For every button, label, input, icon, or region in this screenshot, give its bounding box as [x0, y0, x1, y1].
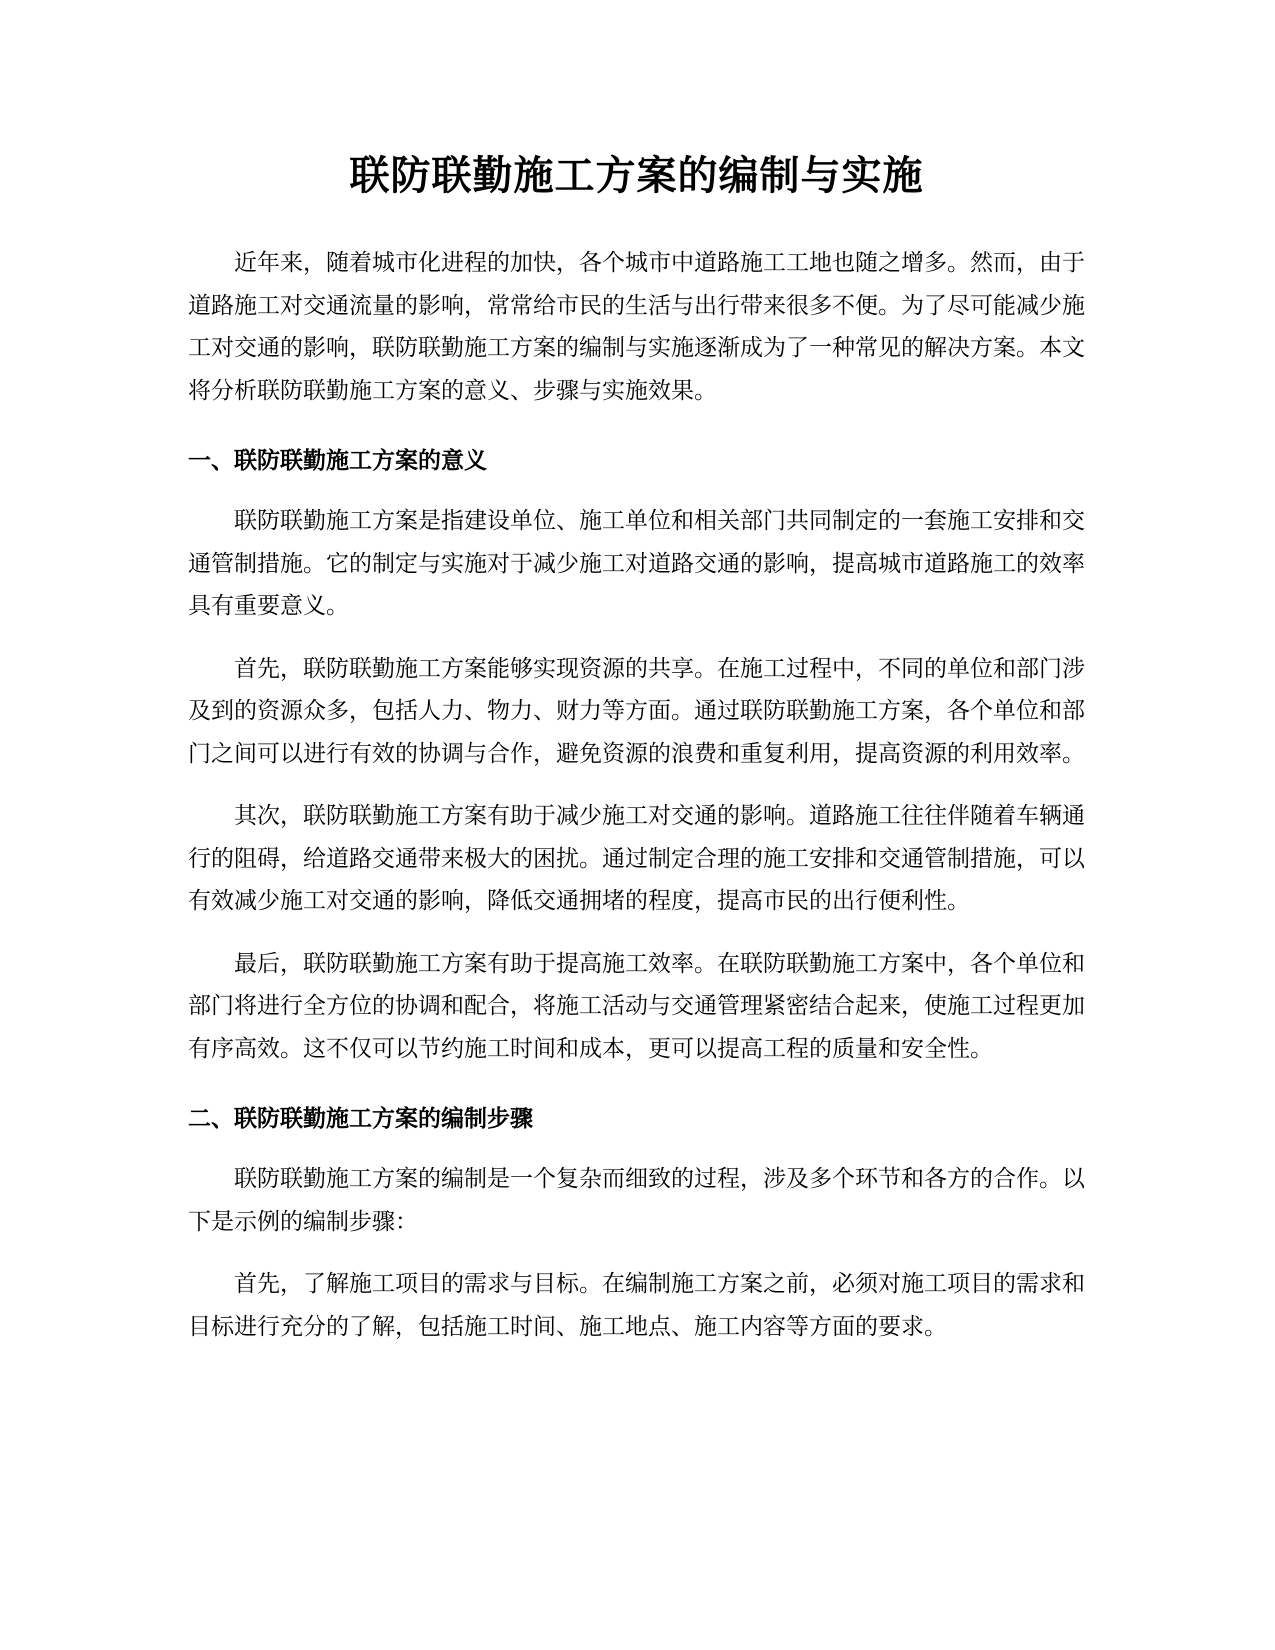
- section-1-paragraph-1: 联防联勤施工方案是指建设单位、施工单位和相关部门共同制定的一套施工安排和交通管制措施。它的制定与实施对于减少施工对道路交通的影响，提高城市道路施工的效率具有重要意义。: [188, 508, 1085, 619]
- section-1-heading: 一、联防联勤施工方案的意义: [188, 448, 487, 474]
- section-2-paragraph-1: 联防联勤施工方案的编制是一个复杂而细致的过程，涉及多个环节和各方的合作。以下是示例的编制步骤：: [188, 1166, 1085, 1235]
- section-1-paragraph-3: 其次，联防联勤施工方案有助于减少施工对交通的影响。道路施工往往伴随着车辆通行的阻碍，给道路交通带来极大的困扰。通过制定合理的施工安排和交通管制措施，可以有效减少施工对交通的影响，降低交通拥堵的程度，提高市民的出行便利性。: [188, 803, 1085, 914]
- intro-paragraph: 近年来，随着城市化进程的加快，各个城市中道路施工工地也随之增多。然而，由于道路施工对交通流量的影响，常常给市民的生活与出行带来很多不便。为了尽可能减少施工对交通的影响，联防联勤施工方案的编制与实施逐渐成为了一种常见的解决方案。本文将分析联防联勤施工方案的意义、步骤与实施效果。: [188, 250, 1085, 404]
- section-1-paragraph-2: 首先，联防联勤施工方案能够实现资源的共享。在施工过程中，不同的单位和部门涉及到的资源众多，包括人力、物力、财力等方面。通过联防联勤施工方案，各个单位和部门之间可以进行有效的协调与合作，避免资源的浪费和重复利用，提高资源的利用效率。: [188, 655, 1085, 767]
- document-title: 联防联勤施工方案的编制与实施: [349, 153, 924, 199]
- section-2-heading: 二、联防联勤施工方案的编制步骤: [188, 1106, 533, 1132]
- section-2-paragraph-2: 首先，了解施工项目的需求与目标。在编制施工方案之前，必须对施工项目的需求和目标进行充分的了解，包括施工时间、施工地点、施工内容等方面的要求。: [188, 1271, 1085, 1340]
- section-1-paragraph-4: 最后，联防联勤施工方案有助于提高施工效率。在联防联勤施工方案中，各个单位和部门将进行全方位的协调和配合，将施工活动与交通管理紧密结合起来，使施工过程更加有序高效。这不仅可以节约施工时间和成本，更可以提高工程的质量和安全性。: [188, 950, 1085, 1062]
